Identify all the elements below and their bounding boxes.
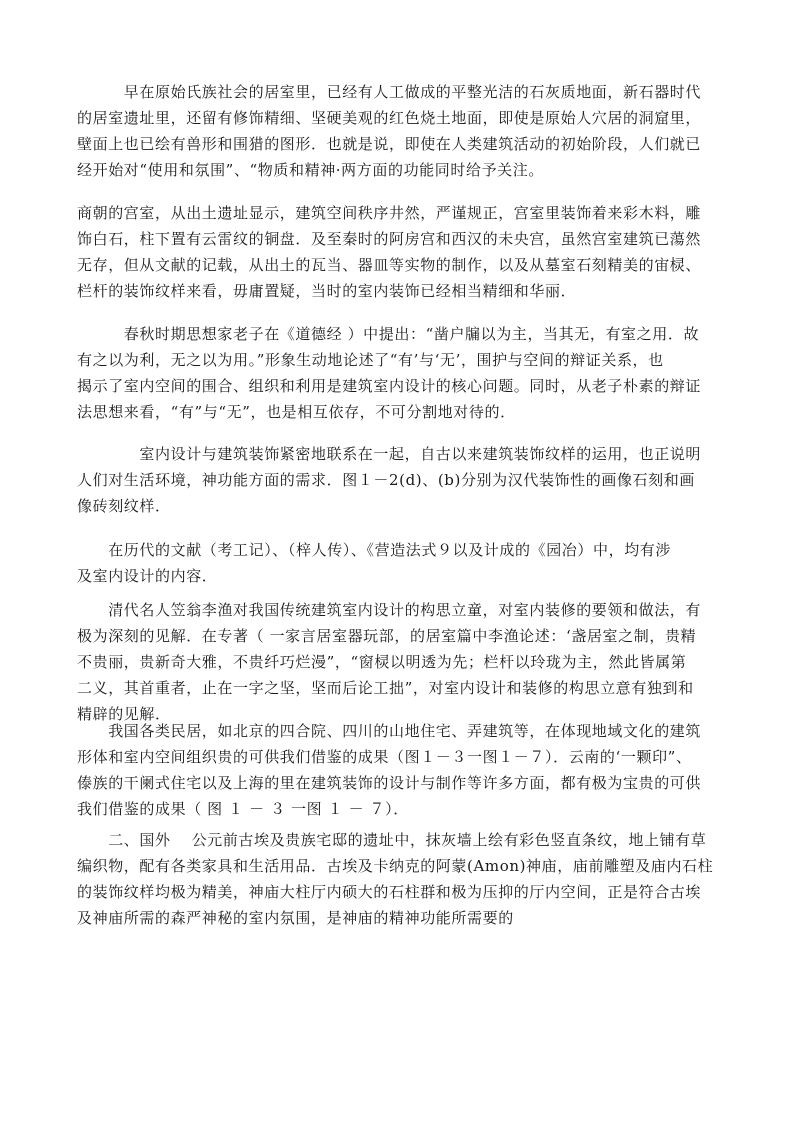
text-line: 的居室遗址里，还留有修饰精细、坚硬美观的红色烧土地面，即使是原始人穴居的洞窟里， [77,109,702,127]
text-line: 傣族的干阑式住宅以及上海的里在建筑装饰的设计与制作等许多方面，都有极为宝贵的可供 [77,774,702,792]
text-line: 春秋时期思想家老子在《道德经 ）中提出：“凿户牖以为主，当其无，有室之用．故 [77,325,700,343]
text-line: 二、国外 公元前古埃及贵族宅邸的遗址中，抹灰墙上绘有彩色竖直条纹，地上铺有草 [77,831,707,849]
text-line: 在历代的文献（考工记）、（梓人传）、《营造法式９以及计成的《园冶）中，均有涉 [77,541,672,559]
paragraph-laozi [77,321,717,425]
paragraph-folk-dwellings [77,718,717,822]
paragraph-decoration-patterns [77,441,717,519]
text-line: 我国各类民居，如北京的四合院、四川的山地住宅、弄建筑等，在体现地域文化的建筑 [77,722,702,740]
text-line: 及神庙所需的森严神秘的室内氛围，是神庙的精神功能所需要的 [77,909,514,927]
paragraph-li-yu [77,597,717,727]
text-line: 编织物，配有各类家具和生活用品．古埃及卡纳克的阿蒙(Amon)神庙，庙前雕塑及庙内石柱 [77,857,714,875]
text-line: 壁面上也已绘有兽形和围猎的图形．也就是说，即使在人类建筑活动的初始阶段，人们就已 [77,135,702,153]
text-line: 法思想来看，“有”与“无”，也是相互依存，不可分割地对待的． [77,403,516,421]
text-line: 经开始对“使用和氛围”、“物质和精神·两方面的功能同时给予关注。 [77,161,544,179]
text-line: 二义，其首重者，止在一字之坚，坚而后论工拙”，对室内设计和装修的构思立意有独到和 [77,679,694,697]
text-line: 我们借鉴的成果（ 图 １ － ３ 一图 １ － ７）． [77,800,409,818]
text-line: 无存，但从文献的记载，从出土的瓦当、器皿等实物的制作，以及从墓室石刻精美的宙棂、 [77,256,702,274]
text-line: 及室内设计的内容． [77,567,218,585]
text-line: 栏杆的装饰纹样来看，毋庸置疑，当时的室内装饰已经相当精细和华丽． [77,282,577,300]
paragraph-historical-documents [77,537,717,589]
text-line: 商朝的宫室，从出土遗址显示，建筑空间秩序井然，严谨规正，宫室里装饰着来彩木料，雕 [77,204,702,222]
text-line: 室内设计与建筑装饰紧密地联系在一起，自古以来建筑装饰纹样的运用，也正说明 [77,445,702,463]
text-line: 像砖刻纹样． [77,497,171,515]
paragraph-shang-palaces [77,200,717,304]
text-line: 揭示了室内空间的围合、组织和利用是建筑室内设计的核心问题。同时，从老子朴素的辩证 [77,377,702,395]
paragraph-primitive-dwellings [77,79,717,183]
text-line: 的装饰纹样均极为精美，神庙大柱厅内硕大的石柱群和极为压抑的厅内空间，正是符合古埃 [77,883,702,901]
text-line: 不贵丽，贵新奇大雅，不贵纤巧烂漫”，“窗棂以明透为先；栏杆以玲珑为主，然此皆属第 [77,653,687,671]
text-line: 人们对生活环境，神功能方面的需求．图１－2(d)、(b)分别为汉代装饰性的画像石刻和画 [77,471,695,489]
paragraph-foreign-egypt [77,827,717,931]
text-line: 极为深刻的见解．在专著（ 一家言居室器玩部，的居室篇中李渔论述：‘盏居室之制，贵精 [77,627,697,645]
text-line: 清代名人笠翁李渔对我国传统建筑室内设计的构思立童，对室内装修的要领和做法，有 [77,601,702,619]
text-line: 早在原始氏族社会的居室里，已经有人工做成的平整光洁的石灰质地面，新石器时代 [77,83,702,101]
text-line: 有之以为利，无之以为用。”形象生动地论述了“有’与‘无’，围护与空间的辩证关系，也 [77,351,664,369]
text-line: 饰白石，柱下置有云雷纹的铜盘．及至秦时的阿房宫和西汉的未央宫，虽然宫室建筑已蕩然 [77,230,702,248]
text-line: 精辟的见解． [77,705,171,723]
text-line: 形体和室内空间组织贵的可供我们借鉴的成果（图１－３一图１－７）．云南的‘一颗印”、 [77,748,692,766]
